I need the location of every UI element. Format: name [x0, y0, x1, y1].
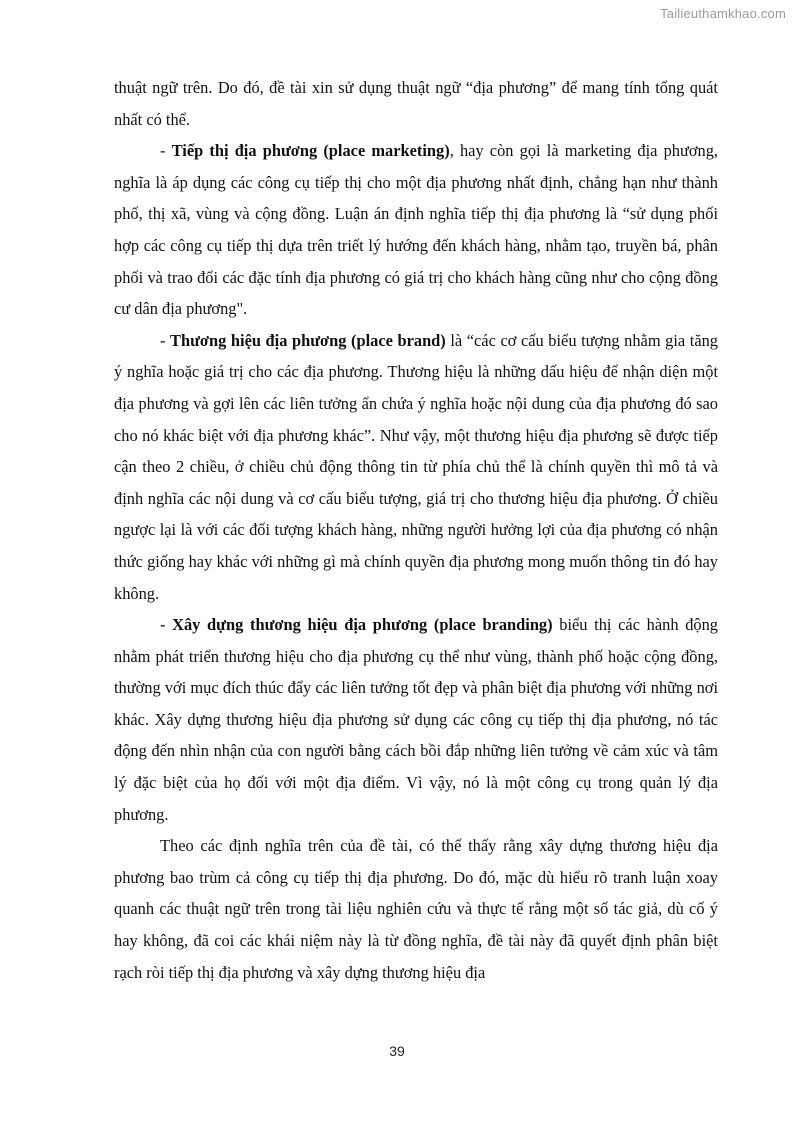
- bullet-prefix: -: [160, 615, 173, 635]
- paragraph-text: biểu thị các hành động nhằm phát triển thương hiệu cho địa phương cụ thể như vùng, thành phố hoặc cộng đồng, thường với mục đích thúc đẩy các liên tưởng tốt đẹp và phân biệt địa phương với những nơi khác. Xây dựng thương hiệu địa phương sử dụng các công cụ tiếp thị địa phương, nó tác động đến nhìn nhận của con người bằng cách bồi đắp những liên tưởng về cảm xúc và tâm lý đặc biệt của họ đối với một địa điểm. Vì vậy, nó là một công cụ trong quản lý địa phương.: [114, 615, 718, 824]
- page-number: 39: [389, 1043, 405, 1059]
- bullet-prefix: -: [160, 330, 171, 350]
- term-place-brand: Thương hiệu địa phương (place brand): [170, 330, 446, 350]
- paragraph-place-marketing: [114, 135, 718, 325]
- paragraph-continuation: [114, 72, 718, 135]
- term-place-branding: Xây dựng thương hiệu địa phương (place branding): [172, 615, 553, 635]
- paragraph-text: là “các cơ cấu biểu tượng nhằm gia tăng ý nghĩa hoặc giá trị cho các địa phương. Thương hiệu là những dấu hiệu để nhận diện một địa phương và gợi lên các liên tưởng ẩn chứa ý nghĩa hoặc nội dung của địa phương đó sao cho nó khác biệt với địa phương khác”. Như vậy, một thương hiệu địa phương sẽ được tiếp cận theo 2 chiều, ở chiều chủ động thông tin từ phía chủ thể là chính quyền thì mô tả và định nghĩa các nội dung và cơ cấu biểu tượng, giá trị cho thương hiệu địa phương. Ở chiều ngược lại là với các đối tượng khách hàng, những người hưởng lợi của địa phương có nhận thức giống hay khác với những gì mà chính quyền địa phương mong muốn thông tin đó hay không.: [114, 330, 718, 603]
- paragraph-text: thuật ngữ trên. Do đó, đề tài xin sử dụng thuật ngữ “địa phương” để mang tính tổng quát nhất có thể.: [114, 78, 718, 129]
- paragraph-text: Theo các định nghĩa trên của đề tài, có thể thấy rằng xây dựng thương hiệu địa phương bao trùm cả công cụ tiếp thị địa phương. Do đó, mặc dù hiểu rõ tranh luận xoay quanh các thuật ngữ trên trong tài liệu nghiên cứu và thực tế rằng một số tác giả, dù cố ý hay không, đã coi các khái niệm này là từ đồng nghĩa, đề tài này đã quyết định phân biệt rạch ròi tiếp thị địa phương và xây dựng thương hiệu địa: [114, 836, 718, 982]
- paragraph-place-brand: [114, 325, 718, 609]
- watermark-text: Tailieuthamkhao.com: [660, 6, 786, 21]
- bullet-prefix: -: [160, 141, 172, 161]
- paragraph-text: , hay còn gọi là marketing địa phương, nghĩa là áp dụng các công cụ tiếp thị cho một địa phương nhất định, chẳng hạn như thành phố, thị xã, vùng và cộng đồng. Luận án định nghĩa tiếp thị địa phương là “sử dụng phối hợp các công cụ tiếp thị dựa trên triết lý hướng đến khách hàng, nhằm tạo, truyền bá, phân phối và trao đổi các đặc tính địa phương có giá trị cho khách hàng cũng như cho cộng đồng cư dân địa phương".: [114, 141, 719, 319]
- document-body: [114, 72, 718, 988]
- paragraph-conclusion: [114, 830, 718, 988]
- paragraph-place-branding: [114, 609, 718, 830]
- term-place-marketing: Tiếp thị địa phương (place marketing): [171, 141, 450, 161]
